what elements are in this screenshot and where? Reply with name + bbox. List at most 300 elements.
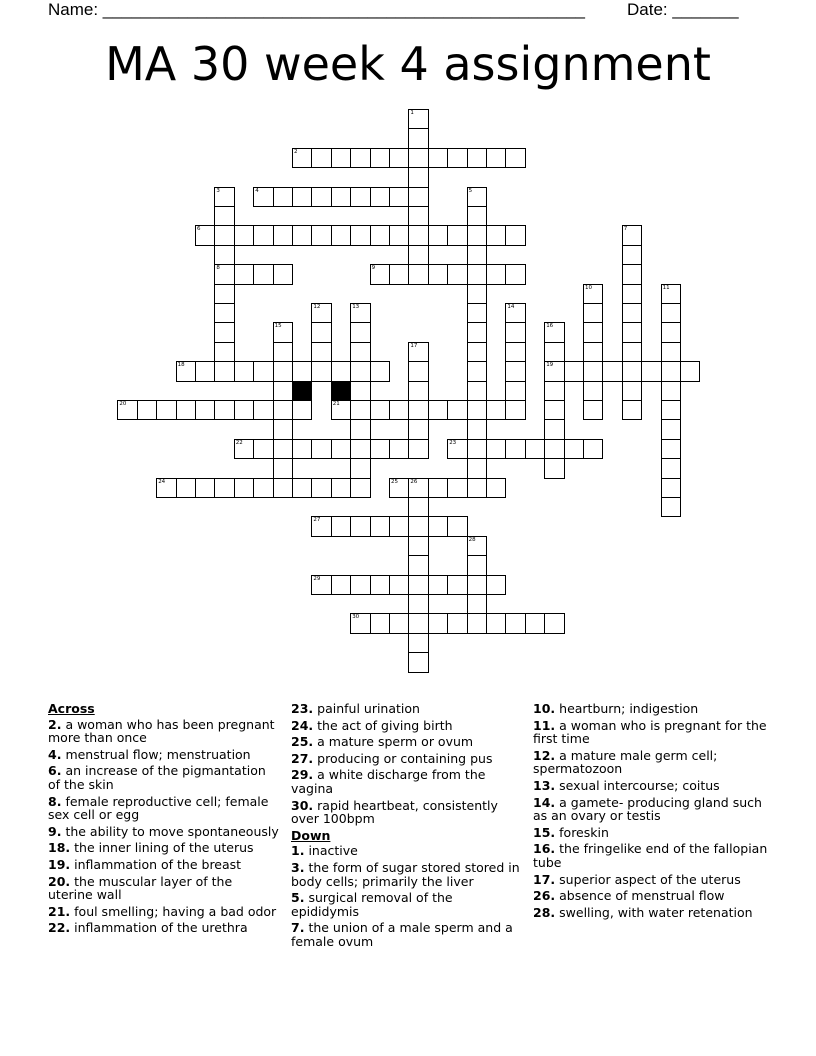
clue-number: 16 [546, 323, 554, 330]
grid-cell[interactable] [408, 206, 428, 226]
grid-cell[interactable] [331, 478, 351, 498]
grid-cell[interactable] [234, 478, 254, 498]
grid-cell[interactable] [447, 613, 467, 633]
grid-cell[interactable] [408, 594, 428, 614]
grid-cell[interactable] [331, 148, 351, 168]
grid-cell[interactable] [350, 575, 370, 595]
grid-cell[interactable] [447, 400, 467, 420]
date-field[interactable]: Date: _______ [627, 0, 739, 19]
grid-cell[interactable] [350, 419, 370, 439]
grid-cell[interactable] [370, 148, 390, 168]
clue-item-text: sexual intercourse; coitus [559, 777, 720, 793]
grid-cell[interactable] [370, 361, 390, 381]
grid-cell[interactable] [544, 613, 564, 633]
grid-cell[interactable] [234, 225, 254, 245]
clue-item [291, 891, 523, 918]
grid-cell[interactable] [428, 613, 448, 633]
grid-cell[interactable] [350, 439, 370, 459]
grid-cell[interactable] [408, 167, 428, 187]
clue-item-number: 21. [48, 903, 71, 919]
grid-cell[interactable] [370, 439, 390, 459]
grid-cell[interactable] [292, 148, 312, 168]
grid-cell[interactable] [467, 187, 487, 207]
grid-cell[interactable] [408, 109, 428, 129]
grid-cell[interactable] [428, 516, 448, 536]
grid-cell[interactable] [389, 613, 409, 633]
grid-cell[interactable] [408, 497, 428, 517]
grid-cell[interactable] [622, 322, 642, 342]
grid-cell[interactable] [467, 322, 487, 342]
grid-cell[interactable] [486, 400, 506, 420]
grid-cell[interactable] [331, 225, 351, 245]
grid-cell[interactable] [389, 225, 409, 245]
grid-cell[interactable] [273, 187, 293, 207]
grid-cell[interactable] [253, 400, 273, 420]
grid-cell[interactable] [622, 381, 642, 401]
clue-item-number: 9. [48, 823, 62, 839]
grid-cell[interactable] [350, 187, 370, 207]
grid-cell[interactable] [544, 361, 564, 381]
grid-cell[interactable] [273, 264, 293, 284]
grid-cell[interactable] [447, 575, 467, 595]
grid-cell[interactable] [428, 400, 448, 420]
grid-cell[interactable] [331, 361, 351, 381]
grid-cell[interactable] [273, 322, 293, 342]
grid-cell[interactable] [486, 613, 506, 633]
clue-number: 26 [410, 478, 418, 485]
grid-cell[interactable] [467, 264, 487, 284]
clue-item-text: a mature male germ cell; spermatozoon [533, 747, 718, 777]
grid-cell[interactable] [370, 575, 390, 595]
grid-cell[interactable] [311, 342, 331, 362]
grid-cell[interactable] [622, 284, 642, 304]
grid-cell[interactable] [583, 322, 603, 342]
grid-cell[interactable] [253, 361, 273, 381]
grid-cell[interactable] [408, 419, 428, 439]
grid-cell[interactable] [408, 148, 428, 168]
grid-cell[interactable] [273, 400, 293, 420]
clue-item-text: painful urination [317, 701, 420, 716]
grid-cell[interactable] [428, 478, 448, 498]
grid-cell[interactable] [273, 342, 293, 362]
grid-cell[interactable] [311, 516, 331, 536]
grid-cell[interactable] [311, 225, 331, 245]
clue-item [291, 861, 523, 888]
clue-item-text: foreskin [559, 824, 609, 840]
grid-cell[interactable] [273, 361, 293, 381]
grid-cell[interactable] [273, 439, 293, 459]
grid-cell[interactable] [273, 419, 293, 439]
clue-number: 7 [623, 226, 628, 233]
clue-item-text: menstrual flow; menstruation [65, 746, 251, 762]
grid-cell[interactable] [447, 264, 467, 284]
grid-cell[interactable] [214, 187, 234, 207]
grid-cell[interactable] [622, 361, 642, 381]
grid-cell[interactable] [505, 303, 525, 323]
grid-cell[interactable] [583, 284, 603, 304]
grid-cell[interactable] [428, 575, 448, 595]
grid-cell[interactable] [408, 361, 428, 381]
grid-cell[interactable] [311, 303, 331, 323]
grid-cell[interactable] [214, 400, 234, 420]
grid-cell[interactable] [447, 225, 467, 245]
clue-number: 22 [235, 439, 243, 446]
clue-item-number: 12. [533, 747, 556, 763]
grid-cell[interactable] [311, 361, 331, 381]
grid-cell[interactable] [331, 575, 351, 595]
grid-cell[interactable] [505, 400, 525, 420]
clue-item-number: 5. [291, 890, 305, 906]
grid-cell[interactable] [622, 245, 642, 265]
grid-cell[interactable] [292, 439, 312, 459]
grid-cell[interactable] [370, 187, 390, 207]
grid-cell[interactable] [273, 478, 293, 498]
grid-cell[interactable] [214, 303, 234, 323]
grid-cell[interactable] [389, 516, 409, 536]
grid-cell[interactable] [486, 148, 506, 168]
clue-number: 20 [119, 401, 127, 407]
grid-cell[interactable] [331, 400, 351, 420]
grid-cell[interactable] [292, 225, 312, 245]
grid-cell[interactable] [214, 361, 234, 381]
grid-cell[interactable] [331, 187, 351, 207]
grid-cell[interactable] [428, 264, 448, 284]
grid-cell[interactable] [661, 439, 681, 459]
grid-cell[interactable] [311, 187, 331, 207]
grid-cell[interactable] [350, 322, 370, 342]
grid-cell[interactable] [661, 458, 681, 478]
grid-cell[interactable] [253, 225, 273, 245]
grid-cell[interactable] [447, 439, 467, 459]
grid-cell[interactable] [661, 322, 681, 342]
clue-item [533, 873, 773, 887]
grid-cell[interactable] [544, 381, 564, 401]
grid-cell[interactable] [253, 264, 273, 284]
grid-cell[interactable] [350, 458, 370, 478]
grid-cell[interactable] [544, 322, 564, 342]
grid-cell[interactable] [486, 439, 506, 459]
clue-item-text: a white discharge from the vagina [291, 767, 486, 796]
grid-cell[interactable] [447, 148, 467, 168]
clue-item-number: 13. [533, 777, 556, 793]
grid-cell[interactable] [253, 478, 273, 498]
clue-item-text: rapid heartbeat, consistently over 100bpm [291, 797, 498, 827]
grid-cell[interactable] [583, 400, 603, 420]
grid-cell[interactable] [505, 439, 525, 459]
clue-number: 29 [313, 575, 321, 582]
grid-cell[interactable] [505, 264, 525, 284]
grid-cell[interactable] [176, 361, 196, 381]
grid-cell[interactable] [292, 187, 312, 207]
grid-cell[interactable] [622, 303, 642, 323]
grid-cell[interactable] [505, 381, 525, 401]
grid-cell[interactable] [331, 439, 351, 459]
clue-item-text: the fringelike end of the fallopian tube [533, 841, 768, 870]
grid-cell[interactable] [661, 284, 681, 304]
grid-cell[interactable] [117, 400, 137, 420]
grid-cell[interactable] [137, 400, 157, 420]
grid-cell[interactable] [350, 225, 370, 245]
clue-number: 13 [352, 304, 360, 310]
grid-cell[interactable] [292, 400, 312, 420]
grid-cell[interactable] [467, 381, 487, 401]
grid-cell[interactable] [486, 478, 506, 498]
grid-cell[interactable] [273, 381, 293, 401]
grid-cell[interactable] [447, 516, 467, 536]
grid-cell[interactable] [408, 264, 428, 284]
grid-cell[interactable] [428, 225, 448, 245]
clue-number: 12 [313, 304, 321, 310]
grid-cell[interactable] [176, 478, 196, 498]
clue-column-3 [533, 702, 773, 922]
clue-item-text: a gamete- producing gland such as an ovary or testis [533, 794, 762, 824]
grid-cell[interactable] [214, 245, 234, 265]
grid-cell[interactable] [234, 361, 254, 381]
grid-cell[interactable] [214, 342, 234, 362]
grid-cell[interactable] [273, 458, 293, 478]
grid-cell[interactable] [408, 516, 428, 536]
grid-cell[interactable] [661, 478, 681, 498]
grid-cell[interactable] [234, 400, 254, 420]
grid-cell[interactable] [156, 400, 176, 420]
grid-cell[interactable] [214, 284, 234, 304]
grid-cell[interactable] [389, 478, 409, 498]
clue-number: 25 [391, 478, 398, 485]
grid-cell[interactable] [253, 187, 273, 207]
grid-cell[interactable] [583, 361, 603, 381]
clue-item-number: 14. [533, 794, 556, 810]
clue-item [533, 842, 773, 869]
grid-cell[interactable] [389, 400, 409, 420]
grid-cell[interactable] [661, 400, 681, 420]
clue-item-number: 23. [291, 701, 314, 716]
grid-cell[interactable] [214, 322, 234, 342]
clue-item [533, 749, 773, 776]
grid-cell[interactable] [544, 419, 564, 439]
grid-cell[interactable] [389, 439, 409, 459]
grid-cell[interactable] [467, 225, 487, 245]
clue-number: 21 [332, 401, 340, 407]
grid-cell[interactable] [505, 613, 525, 633]
grid-cell[interactable] [505, 148, 525, 168]
grid-cell[interactable] [389, 264, 409, 284]
grid-cell[interactable] [195, 225, 215, 245]
grid-cell[interactable] [467, 400, 487, 420]
grid-cell[interactable] [467, 206, 487, 226]
grid-cell[interactable] [661, 381, 681, 401]
grid-cell[interactable] [234, 264, 254, 284]
grid-cell[interactable] [467, 458, 487, 478]
grid-cell[interactable] [292, 361, 312, 381]
grid-cell[interactable] [408, 342, 428, 362]
grid-cell[interactable] [467, 575, 487, 595]
grid-cell[interactable] [408, 400, 428, 420]
grid-cell[interactable] [467, 555, 487, 575]
clue-number: 4 [255, 187, 259, 194]
clue-item-number: 17. [533, 871, 556, 887]
grid-cell[interactable] [214, 264, 234, 284]
grid-cell[interactable] [311, 322, 331, 342]
grid-cell[interactable] [408, 439, 428, 459]
grid-cell[interactable] [408, 555, 428, 575]
grid-cell[interactable] [234, 439, 254, 459]
grid-cell[interactable] [214, 225, 234, 245]
clue-item-number: 10. [533, 701, 556, 716]
grid-cell[interactable] [292, 478, 312, 498]
clue-item-text: inflammation of the breast [74, 856, 242, 872]
grid-cell[interactable] [447, 478, 467, 498]
grid-cell[interactable] [370, 613, 390, 633]
grid-cell[interactable] [214, 206, 234, 226]
grid-cell[interactable] [156, 478, 176, 498]
clue-number: 3 [216, 187, 220, 194]
clue-item [291, 735, 523, 749]
grid-cell[interactable] [505, 322, 525, 342]
grid-cell[interactable] [641, 361, 661, 381]
grid-cell[interactable] [176, 400, 196, 420]
clue-item-text: inflammation of the urethra [74, 920, 248, 936]
grid-cell[interactable] [408, 633, 428, 653]
grid-cell[interactable] [661, 419, 681, 439]
grid-cell[interactable] [467, 536, 487, 556]
clue-item-text: foul smelling; having a bad odor [74, 903, 277, 919]
grid-cell[interactable] [253, 439, 273, 459]
grid-cell[interactable] [583, 342, 603, 362]
grid-cell[interactable] [408, 128, 428, 148]
grid-cell[interactable] [467, 439, 487, 459]
grid-cell[interactable] [195, 361, 215, 381]
grid-cell[interactable] [505, 342, 525, 362]
grid-cell[interactable] [505, 361, 525, 381]
grid-cell[interactable] [350, 478, 370, 498]
clue-item [291, 768, 523, 795]
grid-cell[interactable] [408, 478, 428, 498]
clue-item [48, 858, 280, 872]
grid-cell[interactable] [467, 245, 487, 265]
grid-cell[interactable] [331, 516, 351, 536]
grid-cell[interactable] [622, 264, 642, 284]
grid-cell[interactable] [602, 361, 622, 381]
grid-cell[interactable] [311, 439, 331, 459]
grid-block [331, 381, 351, 401]
grid-cell[interactable] [525, 439, 545, 459]
grid-cell[interactable] [389, 187, 409, 207]
grid-cell[interactable] [467, 342, 487, 362]
clue-item-number: 11. [533, 717, 556, 733]
grid-cell[interactable] [350, 613, 370, 633]
grid-cell[interactable] [408, 613, 428, 633]
grid-cell[interactable] [350, 361, 370, 381]
grid-cell[interactable] [505, 225, 525, 245]
grid-cell[interactable] [486, 264, 506, 284]
clue-item [48, 875, 280, 902]
grid-cell[interactable] [428, 148, 448, 168]
grid-cell[interactable] [214, 478, 234, 498]
clue-item [291, 799, 523, 826]
clue-number: 6 [197, 226, 201, 233]
grid-cell[interactable] [622, 342, 642, 362]
grid-cell[interactable] [195, 400, 215, 420]
grid-cell[interactable] [273, 225, 293, 245]
grid-cell[interactable] [370, 516, 390, 536]
grid-cell[interactable] [525, 613, 545, 633]
clue-item [533, 826, 773, 840]
grid-cell[interactable] [370, 264, 390, 284]
grid-cell[interactable] [467, 594, 487, 614]
grid-cell[interactable] [408, 381, 428, 401]
grid-cell[interactable] [311, 148, 331, 168]
grid-cell[interactable] [622, 225, 642, 245]
grid-cell[interactable] [408, 575, 428, 595]
grid-cell[interactable] [661, 497, 681, 517]
grid-cell[interactable] [661, 342, 681, 362]
clue-item-number: 7. [291, 920, 305, 936]
grid-cell[interactable] [583, 381, 603, 401]
grid-cell[interactable] [408, 652, 428, 672]
grid-cell[interactable] [195, 478, 215, 498]
clue-number: 9 [371, 265, 376, 272]
grid-cell[interactable] [408, 225, 428, 245]
grid-cell[interactable] [486, 225, 506, 245]
clue-number: 2 [294, 148, 298, 155]
grid-cell[interactable] [370, 400, 390, 420]
grid-cell[interactable] [680, 361, 700, 381]
grid-cell[interactable] [389, 148, 409, 168]
name-field[interactable]: Name: ___________________________________________________ [48, 0, 585, 19]
grid-cell[interactable] [544, 458, 564, 478]
grid-cell[interactable] [486, 575, 506, 595]
clue-item [533, 889, 773, 903]
clue-item-number: 1. [291, 843, 305, 859]
grid-cell[interactable] [583, 439, 603, 459]
grid-cell[interactable] [311, 575, 331, 595]
grid-cell[interactable] [467, 613, 487, 633]
grid-cell[interactable] [467, 361, 487, 381]
grid-cell[interactable] [564, 361, 584, 381]
grid-cell[interactable] [408, 245, 428, 265]
grid-cell[interactable] [467, 284, 487, 304]
grid-cell[interactable] [350, 381, 370, 401]
grid-cell[interactable] [350, 148, 370, 168]
grid-cell[interactable] [544, 400, 564, 420]
grid-cell[interactable] [544, 439, 564, 459]
clue-number: 1 [410, 110, 414, 116]
grid-cell[interactable] [350, 400, 370, 420]
clue-item-text: producing or containing pus [317, 750, 493, 766]
grid-cell[interactable] [467, 303, 487, 323]
grid-cell[interactable] [408, 187, 428, 207]
grid-cell[interactable] [467, 419, 487, 439]
grid-cell[interactable] [408, 536, 428, 556]
grid-cell[interactable] [350, 516, 370, 536]
grid-cell[interactable] [467, 478, 487, 498]
grid-cell[interactable] [564, 439, 584, 459]
clue-number: 8 [216, 265, 220, 272]
grid-cell[interactable] [389, 575, 409, 595]
grid-cell[interactable] [350, 303, 370, 323]
grid-cell[interactable] [583, 303, 603, 323]
grid-cell[interactable] [311, 478, 331, 498]
grid-cell[interactable] [622, 400, 642, 420]
grid-cell[interactable] [370, 225, 390, 245]
grid-cell[interactable] [544, 342, 564, 362]
grid-cell[interactable] [350, 342, 370, 362]
grid-cell[interactable] [661, 303, 681, 323]
grid-cell[interactable] [467, 148, 487, 168]
clue-item-number: 28. [533, 904, 556, 920]
page-title: MA 30 week 4 assignment [105, 37, 711, 91]
grid-cell[interactable] [661, 361, 681, 381]
